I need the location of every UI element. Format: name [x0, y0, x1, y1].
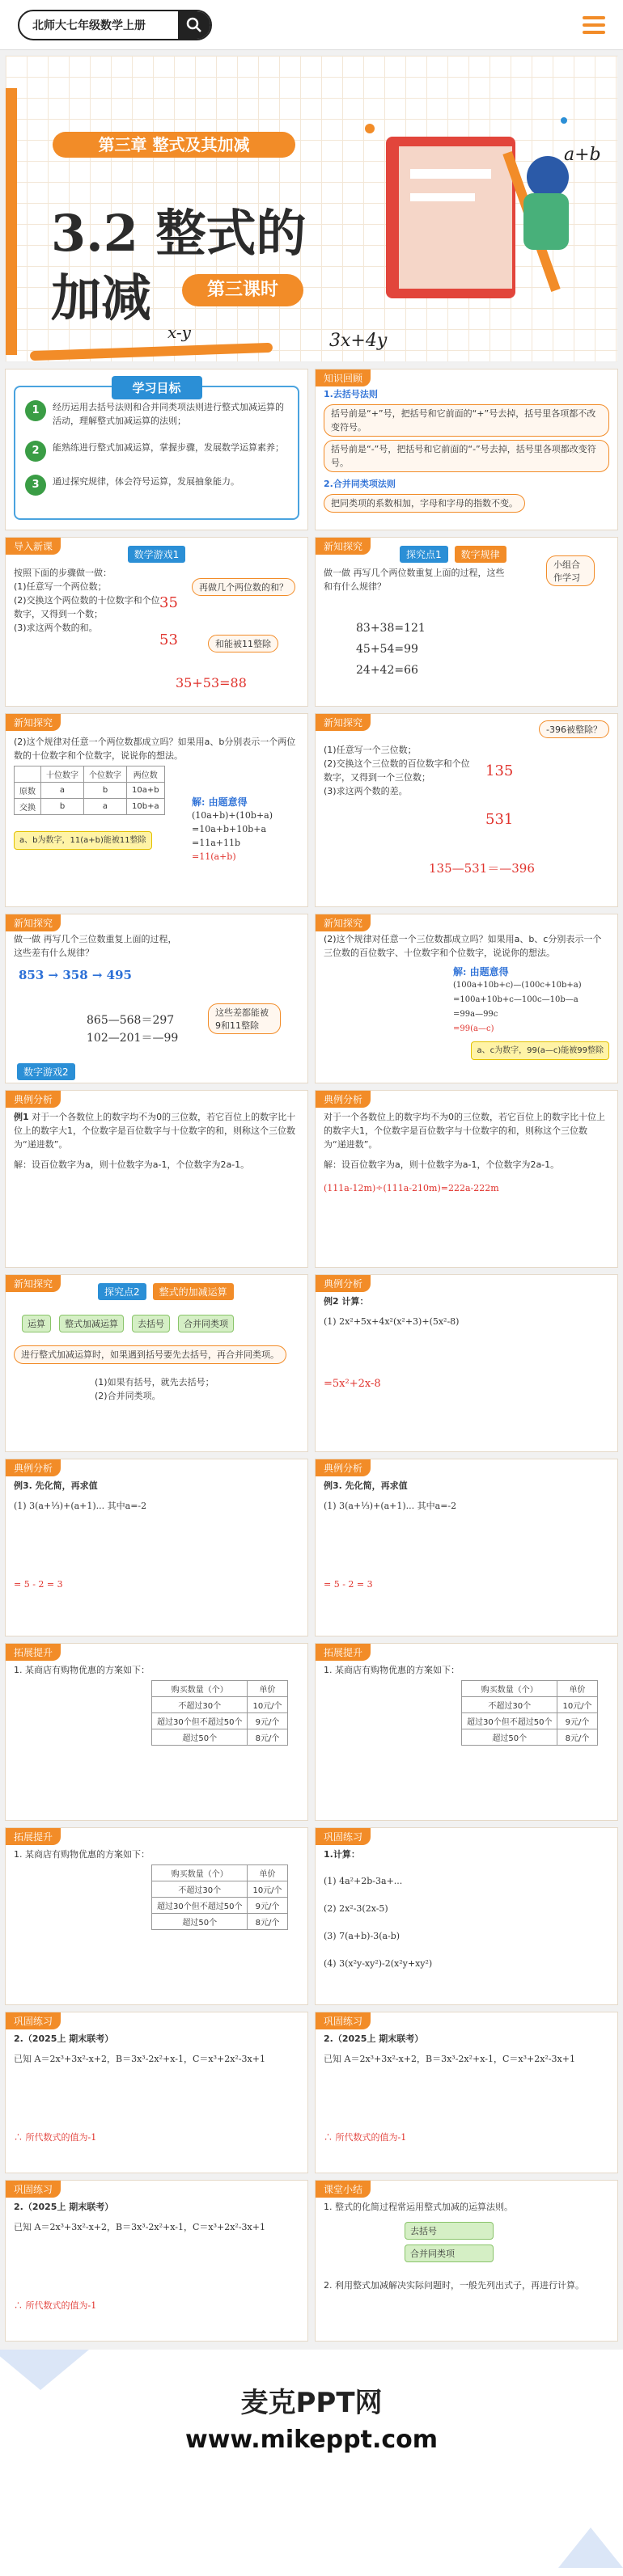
- chapter-title: 第三章 整式及其加减: [53, 132, 295, 158]
- number: 495: [106, 968, 132, 982]
- slide-tag: 典例分析: [316, 1091, 371, 1108]
- slide-tag: 新知探究: [316, 714, 371, 731]
- question: (2)这个规律对任意一个三位数都成立吗？如果用a、b、c分别表示一个三位数的百位数字、十位数字和个位数字，说说你的想法。: [324, 934, 602, 958]
- solution-line: =99(a—c): [453, 1024, 494, 1033]
- slide-tag: 新知探究: [316, 538, 371, 555]
- search-box[interactable]: [18, 10, 212, 40]
- top-bar: [0, 0, 623, 50]
- question: 1. 某商店有购物优惠的方案如下：: [324, 1665, 460, 1675]
- question: (2)这个规律对任意一个两位数都成立吗？如果用a、b分别表示一个两位数的十位数字和个位数字，说说你的想法。: [14, 737, 296, 761]
- example-number: 135: [485, 762, 514, 779]
- question: 对于一个各数位上的数字均不为0的三位数，若它百位上的数字比十位上的数字大1，个位数字是百位数字与十位数字的和，则称这个三位数为“递进数”。: [14, 1112, 296, 1150]
- summary-slide: [315, 2180, 618, 2342]
- example2-slide: [315, 1274, 618, 1452]
- explore1-proof-slide: [5, 713, 308, 907]
- solution-line: =11(a+b): [192, 851, 236, 862]
- slide-tag: 拓展提升: [6, 1644, 61, 1661]
- example1-slide: [5, 1090, 308, 1268]
- answer: (111a-12m)÷(111a-210m)=222a-222m: [324, 1183, 499, 1193]
- number: 358: [62, 968, 88, 982]
- sum-line: 45+54=99: [356, 643, 418, 656]
- step-text: (2)交换这个两位数的十位数字和个位数字，又得到一个数；: [14, 595, 160, 619]
- question: (1) 2x²+5x+4x²(x²+3)+(5x²-8): [324, 1316, 460, 1327]
- question: 已知 A＝2x³+3x²-x+2，B＝3x³-2x²+x-1，C＝x³+2x²-3x+1: [324, 2054, 575, 2064]
- note: 进行整式加减运算时，如果遇到括号要先去括号，再合并同类项。: [14, 1345, 286, 1364]
- step-text: (3)求这两个数的和。: [14, 623, 98, 633]
- solution: 解：设百位数字为a，则十位数字为a-1，个位数字为2a-1。: [324, 1159, 560, 1170]
- menu-icon[interactable]: [583, 16, 605, 34]
- step-box: 去括号: [405, 2222, 494, 2240]
- explore-sub: 数字规律: [455, 546, 506, 563]
- question: (1) 3(a+⅓)+(a+1)... 其中a=-2: [14, 1501, 147, 1511]
- question: (1) 3(a+⅓)+(a+1)... 其中a=-2: [324, 1501, 457, 1511]
- example-title: 例2 计算：: [324, 1296, 369, 1307]
- practice3-slide: [315, 2012, 618, 2173]
- slide-tag: 巩固练习: [316, 1828, 371, 1845]
- digit-table: 十位数字 个位数字 两位数 原数 a b 10a+b 交换 b a 10b+a: [14, 766, 165, 815]
- explore-sub: 整式的加减运算: [153, 1283, 234, 1300]
- example3-slide: [5, 1459, 308, 1636]
- practice-item: (3) 7(a+b)-3(a-b): [324, 1931, 400, 1941]
- handwritten-x-minus-y: x-y: [167, 323, 191, 342]
- question: 1. 某商店有购物优惠的方案如下：: [14, 1849, 150, 1860]
- answer: =5x²+2x-8: [324, 1378, 381, 1390]
- sum-line: 83+38=121: [356, 622, 426, 635]
- practice2-slide: [5, 2012, 308, 2173]
- slide-tag: 导入新课: [6, 538, 61, 555]
- step-text: (1)任意写一个两位数；: [14, 581, 107, 592]
- step-box: 合并同类项: [178, 1315, 234, 1332]
- answer: = 5 - 2 = 3: [324, 1579, 373, 1590]
- game2-slide: [315, 713, 618, 907]
- search-text: 北师大七年级数学上册: [32, 19, 146, 32]
- handwritten-a-plus-b: a+b: [564, 145, 601, 165]
- example-title: 例1: [14, 1112, 29, 1122]
- lesson-number: 第三课时: [182, 274, 303, 306]
- solution-line: (100a+10b+c)—(100c+10b+a): [453, 981, 582, 990]
- answer: ∴ 所代数式的值为-1: [14, 2132, 97, 2143]
- extension-b-slide: [315, 1643, 618, 1821]
- practice-item: (4) 3(x²y-xy²)-2(x²y+xy²): [324, 1958, 433, 1969]
- slide-tag: 典例分析: [316, 1275, 371, 1292]
- price-table: 购买数量（个） 单价 不超过30个 10元/个 超过30个但不超过50个 9元/个 超过50个 8元/个: [151, 1864, 288, 1930]
- cover-slide: [5, 55, 618, 362]
- solution-title: 解: 由题意得: [453, 966, 509, 978]
- practice-title: 2.（2025上 期末联考）: [14, 2202, 114, 2212]
- lesson-title-line1: 3.2 整式的: [51, 204, 307, 263]
- solution-line: =99a—99c: [453, 1010, 498, 1019]
- practice-item: (2) 2x²-3(2x-5): [324, 1903, 388, 1914]
- bubble: 再做几个两位数的和？: [192, 578, 295, 596]
- bubble: -396被整除？: [539, 720, 609, 738]
- slide-tag: 拓展提升: [316, 1644, 371, 1661]
- extension-slide: [5, 1643, 308, 1821]
- practice4-slide: [5, 2180, 308, 2342]
- lesson-title-line2: 加减: [51, 268, 152, 327]
- conclusion: a、b为数字，11(a+b)能被11整除: [14, 831, 152, 850]
- game2-proof-slide: [315, 914, 618, 1083]
- example-diff: 135—531＝—396: [429, 861, 535, 876]
- conclusion: a、c为数字，99(a—c)能被99整除: [471, 1041, 609, 1060]
- brand-name: 麦克PPT网: [240, 2387, 383, 2419]
- slide-tag: 典例分析: [6, 1459, 61, 1476]
- step-box: 运算: [22, 1315, 51, 1332]
- bubble: 小组合作学习: [546, 555, 595, 586]
- solution-title: 解: 由题意得: [192, 796, 248, 808]
- bubble: 和能被11整除: [208, 635, 278, 652]
- explore1-slide: [315, 537, 618, 707]
- practice-title: 2.（2025上 期末联考）: [14, 2033, 114, 2044]
- solution-line: (10a+b)+(10b+a): [192, 810, 273, 821]
- diff-line: 102—201＝—99: [87, 1032, 179, 1045]
- answer: ∴ 所代数式的值为-1: [324, 2132, 407, 2143]
- step-box: 去括号: [132, 1315, 170, 1332]
- example1-solution-slide: [315, 1090, 618, 1268]
- review-slide: [315, 369, 618, 530]
- summary-line: 1. 整式的化简过程常运用整式加减的运算法则。: [324, 2202, 513, 2212]
- step-text: (1)如果有括号，就先去括号；: [95, 1377, 214, 1387]
- goal-item: 2 能熟练进行整式加减运算，掌握步骤，发展数学运算素养；: [25, 441, 288, 462]
- combine-rule: 把同类项的系数相加，字母和字母的指数不变。: [324, 494, 525, 513]
- question: 已知 A＝2x³+3x²-x+2，B＝3x³-2x²+x-1，C＝x³+2x²-3x+1: [14, 2222, 265, 2232]
- step-text: 按照下面的步骤做一做：: [14, 568, 112, 578]
- step-text: (3)求这两个数的差。: [324, 786, 408, 796]
- step-text: (2)交换这个三位数的百位数字和个位数字，又得到一个三位数；: [324, 758, 470, 783]
- question: 已知 A＝2x³+3x²-x+2，B＝3x³-2x²+x-1，C＝x³+2x²-3x+1: [14, 2054, 265, 2064]
- example-title: 例3. 先化简，再求值: [324, 1480, 408, 1491]
- example-title: 例3. 先化简，再求值: [14, 1480, 98, 1491]
- step-text: (2)合并同类项。: [95, 1391, 161, 1401]
- step-box: 合并同类项: [405, 2244, 494, 2262]
- explore-title: 探究点2: [98, 1283, 146, 1300]
- slide-tag: 知识回顾: [316, 370, 371, 386]
- step-box: 整式加减运算: [59, 1315, 124, 1332]
- slide-tag: 巩固练习: [6, 2181, 61, 2198]
- search-icon: [186, 17, 202, 33]
- answer: ∴ 所代数式的值为-1: [14, 2300, 97, 2311]
- slide-tag: 新知探究: [6, 1275, 61, 1292]
- explore2-slide: [5, 1274, 308, 1452]
- footer: [0, 2350, 623, 2576]
- question: 做一做 再写几个三位数重复上面的过程，这些差有什么规律？: [14, 934, 177, 958]
- price-table: 购买数量（个） 单价 不超过30个 10元/个 超过30个但不超过50个 9元/个 超过50个 8元/个: [151, 1680, 288, 1746]
- answer: = 5 - 2 = 3: [14, 1579, 63, 1590]
- question: 对于一个各数位上的数字均不为0的三位数，若它百位上的数字比十位上的数字大1，个位数字是百位数字与十位数字的和，则称这个三位数为“递进数”。: [324, 1112, 605, 1150]
- practice-slide: [315, 1827, 618, 2005]
- game2-practice-slide: 新知探究 做一做 再写几个三位数重复上面的过程，这些差有什么规律？ 853 → 358 → 495 865—568＝297 102—201＝—99 这些差都能被9和11整除 数字游戏2: [5, 914, 308, 1083]
- review-title2: 2.合并同类项法则: [324, 479, 396, 489]
- slide-tag: 巩固练习: [6, 2012, 61, 2029]
- slide-tag: 新知探究: [6, 914, 61, 931]
- rule-minus: 括号前是“-”号，把括号和它前面的“-”号去掉，括号里各项都改变符号。: [324, 440, 609, 472]
- rule-plus: 括号前是“+”号，把括号和它前面的“+”号去掉，括号里各项都不改变符号。: [324, 404, 609, 437]
- intro-slide: [5, 537, 308, 707]
- slide-tag: 典例分析: [316, 1459, 371, 1476]
- diff-line: 865—568＝297: [87, 1014, 175, 1027]
- example3b-slide: [315, 1459, 618, 1636]
- book-illustration: [354, 104, 580, 331]
- sum-line: 24+42=66: [356, 664, 418, 677]
- practice-title: 1.计算：: [324, 1849, 360, 1860]
- solution: 解：设百位数字为a，则十位数字为a-1，个位数字为2a-1。: [14, 1159, 250, 1170]
- price-table: 购买数量（个） 单价 不超过30个 10元/个 超过30个但不超过50个 9元/个 超过50个 8元/个: [461, 1680, 598, 1746]
- learning-goals-slide: [5, 369, 308, 530]
- brand-url[interactable]: www.mikeppt.com: [185, 2426, 438, 2454]
- slide-tag: 拓展提升: [6, 1828, 61, 1845]
- practice-title: 2.（2025上 期末联考）: [324, 2033, 424, 2044]
- game-title: 数学游戏1: [128, 546, 186, 563]
- step-text: (1)任意写一个三位数；: [324, 745, 417, 755]
- solution-line: =11a+11b: [192, 838, 241, 848]
- goal-item: 3 通过探究规律，体会符号运算，发展抽象能力。: [25, 475, 288, 496]
- bubble: 这些差都能被9和11整除: [208, 1003, 281, 1034]
- slide-tag: 新知探究: [6, 714, 61, 731]
- example-sum: 35+53=88: [176, 675, 247, 690]
- goals-title: 学习目标: [111, 376, 201, 399]
- slide-tag: 典例分析: [6, 1091, 61, 1108]
- review-title1: 1.去括号法则: [324, 389, 378, 399]
- example-number: 531: [485, 811, 514, 828]
- question: 1. 某商店有购物优惠的方案如下：: [14, 1665, 150, 1675]
- explore-title: 探究点1: [400, 546, 448, 563]
- solution-line: =10a+b+10b+a: [192, 824, 267, 834]
- slide-tag: 巩固练习: [316, 2012, 371, 2029]
- handwritten-3x-plus-4y: 3x+4y: [329, 331, 388, 351]
- number: 853: [19, 968, 44, 982]
- goal-item: 1 经历运用去括号法则和合并同类项法则进行整式加减运算的活动，理解整式加减运算的法则；: [25, 400, 288, 428]
- solution-line: =100a+10b+c—100c—10b—a: [453, 995, 578, 1004]
- game-label: 数字游戏2: [17, 1063, 75, 1080]
- practice-item: (1) 4a²+2b-3a+...: [324, 1876, 403, 1886]
- question: 做一做 再写几个两位数重复上面的过程，这些和有什么规律？: [324, 568, 505, 592]
- summary-line: 2. 利用整式加减解决实际问题时，一般先列出式子，再进行计算。: [324, 2280, 584, 2291]
- example-number: 35: [159, 594, 178, 611]
- slide-tag: 课堂小结: [316, 2181, 371, 2198]
- example-number: 53: [159, 631, 178, 648]
- extension-c-slide: [5, 1827, 308, 2005]
- slide-tag: 新知探究: [316, 914, 371, 931]
- search-button[interactable]: [178, 10, 210, 40]
